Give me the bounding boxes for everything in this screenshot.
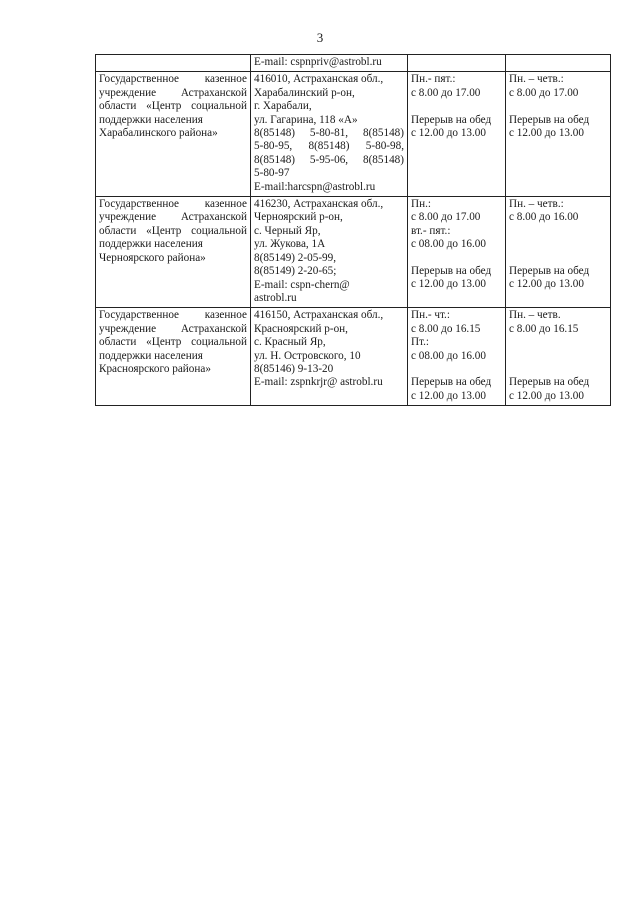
institution-line: Государственное казенное	[99, 73, 247, 86]
schedule-line: Перерыв на обед	[509, 265, 590, 278]
schedule-line: Пн. – четв.:	[509, 198, 564, 211]
schedule-cell	[408, 308, 506, 406]
schedule-line: с 12.00 до 13.00	[411, 127, 486, 140]
schedule-line: Пн.:	[411, 198, 431, 211]
email-text: E-mail: zspnkrjr@ astrobl.ru	[254, 376, 383, 389]
address-line: 416230, Астраханская обл.,	[254, 198, 384, 211]
institution-line: Черноярского района»	[99, 251, 206, 264]
address-cell	[251, 72, 408, 197]
institution-line: Государственное казенное	[99, 198, 247, 211]
table-cell	[251, 55, 408, 72]
address-line: 5-80-97	[254, 167, 290, 180]
institution-line: области «Центр социальной	[99, 336, 247, 349]
institution-cell	[96, 308, 251, 406]
address-line: 8(85148) 5-95-06, 8(85148)	[254, 153, 404, 166]
schedule-line: Перерыв на обед	[509, 113, 590, 126]
address-line: Красноярский р-он,	[254, 322, 348, 335]
schedule-cell	[506, 72, 611, 197]
schedule-line: с 8.00 до 17.00	[509, 86, 579, 99]
table-row	[96, 55, 611, 72]
schedule-line: вт.- пят.:	[411, 224, 451, 237]
schedule-line: с 08.00 до 16.00	[411, 349, 486, 362]
table-cell	[506, 55, 611, 72]
schedule-line: Перерыв на обед	[411, 113, 492, 126]
address-line: Харабалинский р-он,	[254, 86, 355, 99]
address-line: ул. Н. Островского, 10	[254, 349, 361, 362]
email-text: astrobl.ru	[254, 291, 297, 304]
institution-line: учреждение Астраханской	[99, 86, 247, 99]
schedule-line: Пн.- чт.:	[411, 309, 450, 322]
address-cell	[251, 197, 408, 308]
schedule-line: Пн. – четв.:	[509, 73, 564, 86]
schedule-line: с 12.00 до 13.00	[411, 278, 486, 291]
schedule-cell	[506, 308, 611, 406]
institution-line: области «Центр социальной	[99, 224, 247, 237]
institution-line: Харабалинского района»	[99, 127, 218, 140]
schedule-line: с 8.00 до 17.00	[411, 86, 481, 99]
email-text: E-mail: cspnpriv@astrobl.ru	[254, 56, 382, 68]
page-number: 3	[316, 30, 324, 45]
address-line: с. Красный Яр,	[254, 336, 326, 349]
institution-cell	[96, 72, 251, 197]
address-line: г. Харабали,	[254, 100, 312, 113]
schedule-line: Перерыв на обед	[509, 376, 590, 389]
institution-line: области «Центр социальной	[99, 100, 247, 113]
institution-line: учреждение Астраханской	[99, 322, 247, 335]
schedule-cell	[408, 72, 506, 197]
schedule-line: с 8.00 до 16.00	[509, 211, 579, 224]
schedule-line: с 8.00 до 16.15	[509, 322, 579, 335]
address-line: ул. Гагарина, 118 «А»	[254, 113, 358, 126]
schedule-line: с 8.00 до 17.00	[411, 211, 481, 224]
table-row	[96, 197, 611, 308]
schedule-line: с 12.00 до 13.00	[509, 278, 584, 291]
schedule-line: с 8.00 до 16.15	[411, 322, 481, 335]
address-line: Черноярский р-он,	[254, 211, 343, 224]
address-line: 8(85148) 5-80-81, 8(85148)	[254, 127, 404, 140]
address-line: с. Черный Яр,	[254, 224, 321, 237]
address-line: 8(85149) 2-05-99,	[254, 251, 337, 264]
schedule-line: Перерыв на обед	[411, 376, 492, 389]
institution-line: поддержки населения	[99, 113, 203, 126]
address-line: 8(85146) 9-13-20	[254, 362, 334, 375]
address-cell	[251, 308, 408, 406]
schedule-line: с 12.00 до 13.00	[411, 389, 486, 402]
table-row	[96, 72, 611, 197]
schedule-line: с 08.00 до 16.00	[411, 238, 486, 251]
schedule-line: с 12.00 до 13.00	[509, 127, 584, 140]
institution-line: учреждение Астраханской	[99, 211, 247, 224]
table-cell	[408, 55, 506, 72]
address-line: ул. Жукова, 1А	[254, 238, 326, 251]
address-line: 416150, Астраханская обл.,	[254, 309, 384, 322]
address-line: 5-80-95, 8(85148) 5-80-98,	[254, 140, 404, 153]
schedule-line: Перерыв на обед	[411, 265, 492, 278]
schedule-line: Пн.- пят.:	[411, 73, 456, 86]
institutions-table	[95, 54, 611, 406]
institution-cell	[96, 197, 251, 308]
email-text: E-mail:harcspn@astrobl.ru	[254, 180, 376, 193]
institution-line: Государственное казенное	[99, 309, 247, 322]
institution-line: Красноярского района»	[99, 362, 211, 375]
schedule-line: Пт.:	[411, 336, 430, 349]
email-text: E-mail: cspn-chern@	[254, 278, 350, 291]
address-line: 8(85149) 2-20-65;	[254, 265, 337, 278]
schedule-line: Пн. – четв.	[509, 309, 561, 322]
schedule-cell	[506, 197, 611, 308]
table-cell	[96, 55, 251, 72]
schedule-line: с 12.00 до 13.00	[509, 389, 584, 402]
institution-line: поддержки населения	[99, 349, 203, 362]
address-line: 416010, Астраханская обл.,	[254, 73, 384, 86]
schedule-cell	[408, 197, 506, 308]
institution-line: поддержки населения	[99, 238, 203, 251]
table-row	[96, 308, 611, 406]
